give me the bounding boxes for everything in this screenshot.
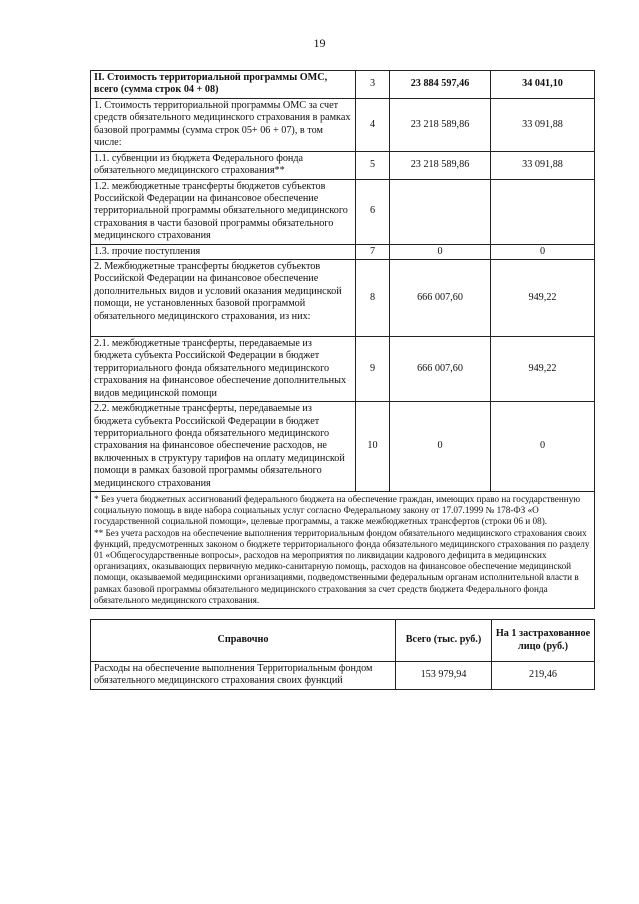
row-number: 5 bbox=[356, 151, 390, 179]
footnote-2: ** Без учета расходов на обеспечение выполнения территориальным фондом обязательного медицинского страхования своих функций, предусмотренных законом о бюджете территориального фонда обязательного медицинского страхования по разделу 01 «Общегосударственные вопросы», расходов на мероприятия по ликвидации кадрового дефицита в медицинских организациях, оказывающих первичную медико-санитарную помощь, расходов на финансовое обеспечение медицинской помощи, оказываемой медицинскими организациями, подведомственными федеральным органам исполнительной власти в рамках базовой программы обязательного медицинского страхования за счет средств бюджета Федерального фонда обязательного медицинского страхования. bbox=[94, 527, 590, 605]
row-number: 8 bbox=[356, 260, 390, 337]
row-per-capita: 949,22 bbox=[491, 337, 595, 402]
row-per-capita: 33 091,88 bbox=[491, 151, 595, 179]
table-row bbox=[91, 402, 595, 492]
row-label: 1.2. межбюджетные трансферты бюджетов субъектов Российской Федерации на финансовое обеспечение территориальной программы обязательного медицинского страхования в части базовой программы обязательного медицинского страхования bbox=[91, 179, 356, 244]
row-total: 666 007,60 bbox=[390, 260, 491, 337]
reference-header-total: Всего (тыс. руб.) bbox=[396, 620, 492, 662]
footnotes-cell bbox=[91, 491, 595, 608]
row-number: 9 bbox=[356, 337, 390, 402]
row-label: II. Стоимость территориальной программы ОМС, всего (сумма строк 04 + 08) bbox=[91, 71, 356, 99]
row-label: 1.1. субвенции из бюджета Федерального фонда обязательного медицинского страхования** bbox=[91, 151, 356, 179]
row-total: 0 bbox=[390, 402, 491, 492]
row-per-capita bbox=[491, 179, 595, 244]
row-label: 1. Стоимость территориальной программы ОМС за счет средств обязательного медицинского страхования в рамках базовой программы (сумма строк 05+ 06 + 07), в том числе: bbox=[91, 99, 356, 152]
row-label: 2.1. межбюджетные трансферты, передаваемые из бюджета субъекта Российской Федерации в бюджет территориального фонда обязательного медицинского страхования на финансовое обеспечение дополнительных видов медицинской помощи bbox=[91, 337, 356, 402]
row-per-capita: 949,22 bbox=[491, 260, 595, 337]
row-per-capita: 0 bbox=[491, 402, 595, 492]
row-number: 7 bbox=[356, 244, 390, 259]
reference-row bbox=[91, 662, 595, 690]
row-total: 666 007,60 bbox=[390, 337, 491, 402]
row-number: 3 bbox=[356, 71, 390, 99]
row-total bbox=[390, 179, 491, 244]
reference-row-label: Расходы на обеспечение выполнения Территориальным фондом обязательного медицинского страхования своих функций bbox=[91, 662, 396, 690]
row-per-capita: 34 041,10 bbox=[491, 71, 595, 99]
reference-row-total: 153 979,94 bbox=[396, 662, 492, 690]
reference-header-per-person: На 1 застрахованное лицо (руб.) bbox=[492, 620, 595, 662]
row-total: 23 218 589,86 bbox=[390, 99, 491, 152]
row-total: 0 bbox=[390, 244, 491, 259]
row-total: 23 218 589,86 bbox=[390, 151, 491, 179]
table-row bbox=[91, 71, 595, 99]
row-total: 23 884 597,46 bbox=[390, 71, 491, 99]
table-row bbox=[91, 337, 595, 402]
table-row bbox=[91, 99, 595, 152]
table-row bbox=[91, 244, 595, 259]
footnotes-row bbox=[91, 491, 595, 608]
reference-row-per-person: 219,46 bbox=[492, 662, 595, 690]
row-number: 6 bbox=[356, 179, 390, 244]
footnote-1: * Без учета бюджетных ассигнований федерального бюджета на обеспечение граждан, имеющих право на государственную социальную помощь в виде набора социальных услуг согласно Федеральному закону от 17.07.1999 № 178-ФЗ «О государственной социальной помощи», целевые программы, а также межбюджетных трансфертов (строки 06 и 08). bbox=[94, 493, 581, 527]
row-label: 2.2. межбюджетные трансферты, передаваемые из бюджета субъекта Российской Федерации в бюджет территориального фонда обязательного медицинского страхования на финансовое обеспечение расходов, не включенных в структуру тарифов на оплату медицинской помощи в рамках базовой программы обязательного медицинского страхования bbox=[91, 402, 356, 492]
row-per-capita: 0 bbox=[491, 244, 595, 259]
reference-header-label: Справочно bbox=[91, 620, 396, 662]
table-row bbox=[91, 151, 595, 179]
reference-header-row bbox=[91, 620, 595, 662]
row-label: 2. Межбюджетные трансферты бюджетов субъектов Российской Федерации на финансовое обеспечение дополнительных видов и условий оказания медицинской помощи, не установленных базовой программой обязательного медицинского страхования, из них: bbox=[91, 260, 356, 337]
page-number: 19 bbox=[313, 36, 326, 50]
row-number: 4 bbox=[356, 99, 390, 152]
row-label: 1.3. прочие поступления bbox=[91, 244, 356, 259]
program-cost-table bbox=[90, 70, 595, 609]
table-row bbox=[91, 179, 595, 244]
reference-table bbox=[90, 619, 595, 690]
row-number: 10 bbox=[356, 402, 390, 492]
row-per-capita: 33 091,88 bbox=[491, 99, 595, 152]
program-cost-table-body bbox=[91, 71, 595, 492]
table-row bbox=[91, 260, 595, 337]
footnotes bbox=[91, 491, 595, 608]
